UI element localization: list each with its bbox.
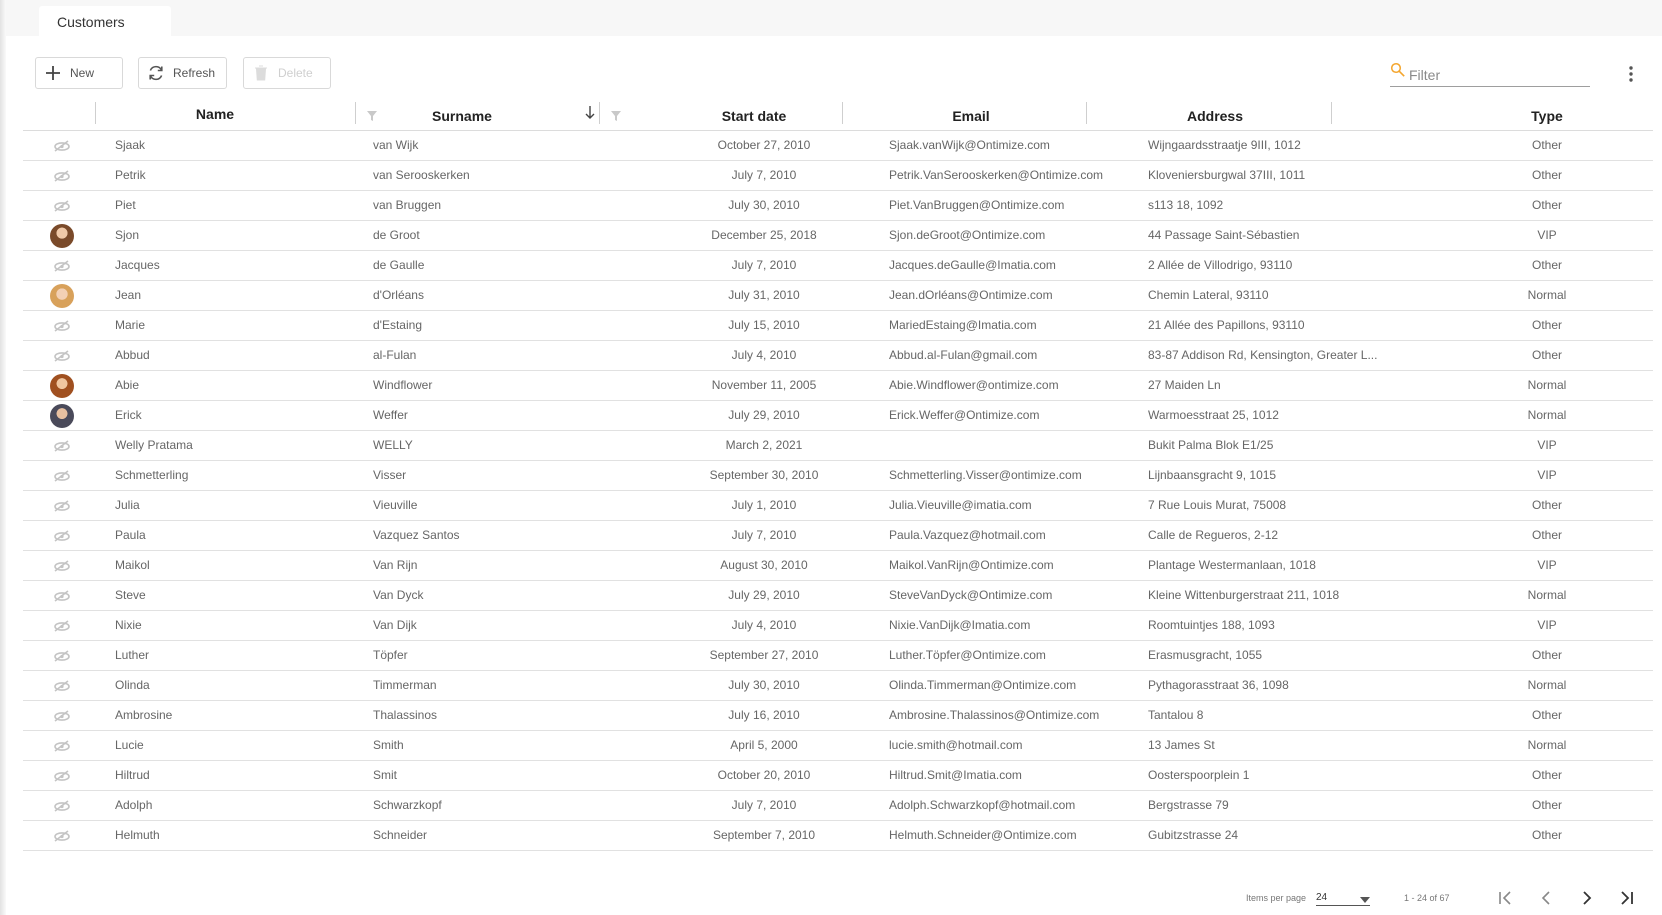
- cell-address: Kloveniersburgwal 37III, 1011: [1148, 168, 1306, 182]
- no-photo-icon: [49, 791, 75, 820]
- header-surname[interactable]: Surname: [432, 108, 492, 124]
- cell-name: Adolph: [115, 798, 153, 812]
- table-row[interactable]: [23, 431, 1653, 461]
- cell-start-date: July 31, 2010: [728, 288, 800, 302]
- cell-type: Other: [1531, 318, 1562, 332]
- last-page-icon[interactable]: [1614, 888, 1638, 908]
- table-row[interactable]: [23, 551, 1653, 581]
- cell-surname: de Groot: [373, 228, 420, 242]
- cell-name: Julia: [115, 498, 140, 512]
- filter-funnel-icon[interactable]: [367, 108, 377, 126]
- cell-email: Erick.Weffer@Ontimize.com: [889, 408, 1040, 422]
- cell-type: Normal: [1527, 378, 1567, 392]
- cell-start-date: December 25, 2018: [711, 228, 817, 242]
- cell-type: Normal: [1527, 288, 1567, 302]
- cell-start-date: July 30, 2010: [728, 198, 800, 212]
- no-photo-icon: [49, 461, 75, 490]
- cell-email: Abbud.al-Fulan@gmail.com: [889, 348, 1038, 362]
- refresh-button-label: Refresh: [173, 66, 216, 80]
- cell-surname: de Gaulle: [373, 258, 425, 272]
- avatar-image: [50, 284, 74, 308]
- cell-type: Other: [1531, 828, 1562, 842]
- cell-email: SteveVanDyck@Ontimize.com: [889, 588, 1053, 602]
- cell-surname: Schwarzkopf: [373, 798, 442, 812]
- table-row[interactable]: [23, 371, 1653, 401]
- cell-address: Bergstrasse 79: [1148, 798, 1229, 812]
- cell-surname: van Bruggen: [373, 198, 442, 212]
- cell-email: Olinda.Timmerman@Ontimize.com: [889, 678, 1077, 692]
- plus-icon: [36, 66, 70, 80]
- cell-start-date: July 30, 2010: [728, 678, 800, 692]
- cell-type: Other: [1531, 198, 1562, 212]
- cell-address: 13 James St: [1148, 738, 1215, 752]
- tab-bar: [6, 0, 1662, 36]
- previous-page-icon[interactable]: [1534, 888, 1558, 908]
- column-separator[interactable]: [1331, 102, 1332, 124]
- cell-email: Paula.Vazquez@hotmail.com: [889, 528, 1046, 542]
- cell-address: 7 Rue Louis Murat, 75008: [1148, 498, 1287, 512]
- first-page-icon[interactable]: [1494, 888, 1518, 908]
- cell-start-date: July 4, 2010: [731, 618, 797, 632]
- cell-start-date: August 30, 2010: [720, 558, 808, 572]
- cell-name: Ambrosine: [115, 708, 173, 722]
- cell-type: Normal: [1527, 738, 1567, 752]
- column-separator[interactable]: [1086, 102, 1087, 124]
- table-row[interactable]: [23, 281, 1653, 311]
- column-separator[interactable]: [355, 102, 356, 124]
- cell-name: Steve: [115, 588, 146, 602]
- cell-address: Tantalou 8: [1148, 708, 1204, 722]
- left-edge-shadow: [0, 0, 6, 915]
- cell-name: Abie: [115, 378, 140, 392]
- cell-surname: Smit: [373, 768, 397, 782]
- cell-email: Luther.Töpfer@Ontimize.com: [889, 648, 1046, 662]
- no-photo-icon: [49, 701, 75, 730]
- table-row[interactable]: [23, 611, 1653, 641]
- cell-name: Paula: [115, 528, 146, 542]
- cell-start-date: October 20, 2010: [717, 768, 811, 782]
- cell-surname: Weffer: [373, 408, 408, 422]
- no-photo-icon: [49, 311, 75, 340]
- new-button[interactable]: [35, 57, 123, 89]
- cell-start-date: July 29, 2010: [728, 408, 800, 422]
- table-row[interactable]: [23, 491, 1653, 521]
- no-photo-icon: [49, 191, 75, 220]
- cell-surname: Timmerman: [373, 678, 437, 692]
- cell-type: Other: [1531, 348, 1562, 362]
- cell-name: Sjon: [115, 228, 140, 242]
- page-range-label: 1 - 24 of 67: [1404, 893, 1450, 903]
- filter-input[interactable]: [1409, 67, 1584, 83]
- cell-type: Other: [1531, 528, 1562, 542]
- cell-email: Petrik.VanSerooskerken@Ontimize.com: [889, 168, 1104, 182]
- page-size-value: 24: [1316, 892, 1328, 903]
- cell-start-date: July 4, 2010: [731, 348, 797, 362]
- cell-surname: Windflower: [373, 378, 433, 392]
- cell-address: 27 Maiden Ln: [1148, 378, 1221, 392]
- caret-down-icon: [1360, 895, 1370, 906]
- no-photo-icon: [49, 641, 75, 670]
- cell-surname: van Serooskerken: [373, 168, 470, 182]
- cell-start-date: July 16, 2010: [728, 708, 800, 722]
- cell-email: Jean.dOrléans@Ontimize.com: [889, 288, 1053, 302]
- cell-type: Other: [1531, 708, 1562, 722]
- cell-email: MariedEstaing@Imatia.com: [889, 318, 1037, 332]
- search-icon: [1390, 62, 1406, 83]
- more-options-icon[interactable]: [1628, 64, 1634, 89]
- cell-start-date: July 7, 2010: [731, 528, 797, 542]
- table-row[interactable]: [23, 791, 1653, 821]
- cell-start-date: September 30, 2010: [709, 468, 819, 482]
- tab-customers[interactable]: Customers: [39, 6, 171, 36]
- cell-type: VIP: [1537, 228, 1557, 242]
- cell-address: Wijngaardsstraatje 9III, 1012: [1148, 138, 1301, 152]
- cell-type: Other: [1531, 768, 1562, 782]
- cell-email: Ambrosine.Thalassinos@Ontimize.com: [889, 708, 1100, 722]
- cell-name: Schmetterling: [115, 468, 189, 482]
- cell-type: Other: [1531, 648, 1562, 662]
- table-row[interactable]: [23, 461, 1653, 491]
- table-row[interactable]: [23, 161, 1653, 191]
- cell-address: Erasmusgracht, 1055: [1148, 648, 1263, 662]
- cell-email: [889, 431, 1139, 460]
- no-photo-icon: [49, 611, 75, 640]
- cell-name: Lucie: [115, 738, 144, 752]
- table-row[interactable]: [23, 251, 1653, 281]
- table-header: [23, 100, 1653, 131]
- cell-type: VIP: [1537, 618, 1557, 632]
- cell-start-date: July 7, 2010: [731, 798, 797, 812]
- table-row[interactable]: [23, 701, 1653, 731]
- no-photo-icon: [49, 131, 75, 160]
- cell-address: 44 Passage Saint-Sébastien: [1148, 228, 1300, 242]
- column-separator[interactable]: [95, 102, 96, 124]
- cell-name: Olinda: [115, 678, 150, 692]
- delete-button[interactable]: [243, 57, 331, 89]
- cell-name: Helmuth: [115, 828, 160, 842]
- table-row[interactable]: [23, 311, 1653, 341]
- header-address[interactable]: Address: [1186, 108, 1244, 124]
- cell-type: Other: [1531, 138, 1562, 152]
- cell-surname: Visser: [373, 468, 407, 482]
- cell-address: Calle de Regueros, 2-12: [1148, 528, 1279, 542]
- filter-funnel-icon[interactable]: [611, 108, 621, 126]
- cell-type: Other: [1531, 258, 1562, 272]
- page-size-select[interactable]: [1316, 890, 1370, 906]
- cell-address: Plantage Westermanlaan, 1018: [1148, 558, 1316, 572]
- table-row[interactable]: [23, 731, 1653, 761]
- cell-surname: Vieuville: [373, 498, 418, 512]
- next-page-icon[interactable]: [1575, 888, 1599, 908]
- cell-address: 21 Allée des Papillons, 93110: [1148, 318, 1305, 332]
- cell-type: Other: [1531, 498, 1562, 512]
- cell-surname: d'Orléans: [373, 288, 424, 302]
- no-photo-icon: [49, 581, 75, 610]
- cell-name: Hiltrud: [115, 768, 150, 782]
- refresh-icon: [139, 64, 173, 82]
- cell-surname: al-Fulan: [373, 348, 417, 362]
- cell-start-date: September 7, 2010: [712, 828, 816, 842]
- items-per-page-label: Items per page: [1246, 893, 1307, 903]
- column-separator[interactable]: [842, 102, 843, 124]
- sort-descending-icon[interactable]: [585, 106, 595, 125]
- cell-surname: van Wijk: [373, 138, 419, 152]
- cell-surname: Töpfer: [373, 648, 408, 662]
- cell-surname: Thalassinos: [373, 708, 438, 722]
- avatar-image: [50, 404, 74, 428]
- cell-start-date: September 27, 2010: [709, 648, 819, 662]
- table-row[interactable]: [23, 341, 1653, 371]
- cell-start-date: October 27, 2010: [717, 138, 811, 152]
- table-row[interactable]: [23, 521, 1653, 551]
- cell-name: Piet: [115, 198, 136, 212]
- header-email[interactable]: Email: [952, 108, 990, 124]
- no-photo-icon: [49, 731, 75, 760]
- no-photo-icon: [49, 431, 75, 460]
- cell-surname: d'Estaing: [373, 318, 422, 332]
- cell-type: VIP: [1537, 558, 1557, 572]
- filter-field: [1390, 62, 1590, 87]
- avatar-image: [50, 374, 74, 398]
- cell-name: Maikol: [115, 558, 150, 572]
- no-photo-icon: [49, 821, 75, 850]
- table-row[interactable]: [23, 671, 1653, 701]
- cell-email: Adolph.Schwarzkopf@hotmail.com: [889, 798, 1076, 812]
- table-row[interactable]: [23, 221, 1653, 251]
- table-row[interactable]: [23, 131, 1653, 161]
- cell-type: Normal: [1527, 408, 1567, 422]
- cell-surname: Schneider: [373, 828, 428, 842]
- cell-start-date: July 29, 2010: [728, 588, 800, 602]
- table-row[interactable]: [23, 821, 1653, 851]
- no-photo-icon: [49, 521, 75, 550]
- cell-email: Nixie.VanDijk@Imatia.com: [889, 618, 1031, 632]
- cell-email: Jacques.deGaulle@Imatia.com: [889, 258, 1056, 272]
- cell-type: VIP: [1537, 438, 1557, 452]
- cell-address: Chemin Lateral, 93110: [1148, 288, 1269, 302]
- no-photo-icon: [49, 341, 75, 370]
- no-photo-icon: [49, 161, 75, 190]
- cell-type: Other: [1531, 798, 1562, 812]
- cell-address: Lijnbaansgracht 9, 1015: [1148, 468, 1277, 482]
- customers-table: [23, 100, 1653, 851]
- cell-email: Helmuth.Schneider@Ontimize.com: [889, 828, 1077, 842]
- cell-email: Sjon.deGroot@Ontimize.com: [889, 228, 1046, 242]
- cell-address: Warmoesstraat 25, 1012: [1148, 408, 1279, 422]
- no-photo-icon: [49, 491, 75, 520]
- cell-name: Erick: [115, 408, 142, 422]
- cell-email: Schmetterling.Visser@ontimize.com: [889, 468, 1082, 482]
- header-start-date[interactable]: Start date: [721, 108, 787, 124]
- table-row[interactable]: [23, 401, 1653, 431]
- cell-surname: Vazquez Santos: [373, 528, 460, 542]
- table-body: [23, 131, 1653, 851]
- cell-surname: WELLY: [373, 438, 413, 452]
- cell-name: Nixie: [115, 618, 142, 632]
- cell-start-date: March 2, 2021: [725, 438, 803, 452]
- avatar: [49, 371, 75, 400]
- cell-surname: Van Rijn: [373, 558, 418, 572]
- cell-type: Normal: [1527, 588, 1567, 602]
- header-name[interactable]: Name: [195, 106, 235, 122]
- paginator: [0, 888, 1662, 910]
- no-photo-icon: [49, 551, 75, 580]
- trash-icon: [244, 65, 278, 81]
- table-row[interactable]: [23, 581, 1653, 611]
- cell-name: Jacques: [115, 258, 160, 272]
- cell-start-date: July 7, 2010: [731, 168, 797, 182]
- cell-name: Jean: [115, 288, 142, 302]
- cell-email: Julia.Vieuville@imatia.com: [889, 498, 1032, 512]
- cell-address: Kleine Wittenburgerstraat 211, 1018: [1148, 588, 1340, 602]
- cell-start-date: July 7, 2010: [731, 258, 797, 272]
- cell-email: Hiltrud.Smit@Imatia.com: [889, 768, 1022, 782]
- cell-address: 2 Allée de Villodrigo, 93110: [1148, 258, 1293, 272]
- table-row[interactable]: [23, 761, 1653, 791]
- cell-surname: Smith: [373, 738, 404, 752]
- cell-address: s113 18, 1092: [1148, 198, 1224, 212]
- table-row[interactable]: [23, 641, 1653, 671]
- refresh-button[interactable]: [138, 57, 227, 89]
- cell-address: 83-87 Addison Rd, Kensington, Greater L...: [1148, 348, 1378, 362]
- delete-button-label: Delete: [278, 66, 313, 80]
- cell-name: Marie: [115, 318, 146, 332]
- cell-email: Sjaak.vanWijk@Ontimize.com: [889, 138, 1050, 152]
- cell-start-date: July 1, 2010: [731, 498, 797, 512]
- cell-name: Welly Pratama: [115, 438, 193, 452]
- cell-name: Luther: [115, 648, 150, 662]
- avatar: [49, 401, 75, 430]
- cell-email: Abie.Windflower@ontimize.com: [889, 378, 1059, 392]
- header-type[interactable]: Type: [1531, 108, 1563, 124]
- cell-type: VIP: [1537, 468, 1557, 482]
- cell-address: Oosterspoorplein 1: [1148, 768, 1250, 782]
- cell-address: Bukit Palma Blok E1/25: [1148, 438, 1274, 452]
- cell-surname: Van Dyck: [373, 588, 424, 602]
- cell-email: Piet.VanBruggen@Ontimize.com: [889, 198, 1065, 212]
- avatar-image: [50, 224, 74, 248]
- cell-address: Roomtuintjes 188, 1093: [1148, 618, 1275, 632]
- cell-start-date: April 5, 2000: [730, 738, 798, 752]
- table-row[interactable]: [23, 191, 1653, 221]
- cell-start-date: July 15, 2010: [728, 318, 800, 332]
- cell-type: Other: [1531, 168, 1562, 182]
- no-photo-icon: [49, 761, 75, 790]
- no-photo-icon: [49, 251, 75, 280]
- column-separator[interactable]: [599, 102, 600, 124]
- cell-name: Abbud: [115, 348, 150, 362]
- cell-email: lucie.smith@hotmail.com: [889, 738, 1023, 752]
- cell-address: Gubitzstrasse 24: [1148, 828, 1239, 842]
- avatar: [49, 281, 75, 310]
- cell-address: Pythagorasstraat 36, 1098: [1148, 678, 1289, 692]
- no-photo-icon: [49, 671, 75, 700]
- new-button-label: New: [70, 66, 95, 80]
- cell-email: Maikol.VanRijn@Ontimize.com: [889, 558, 1054, 572]
- cell-start-date: November 11, 2005: [711, 378, 817, 392]
- cell-name: Petrik: [115, 168, 146, 182]
- avatar: [49, 221, 75, 250]
- cell-type: Normal: [1527, 678, 1567, 692]
- cell-name: Sjaak: [115, 138, 146, 152]
- cell-surname: Van Dijk: [373, 618, 417, 632]
